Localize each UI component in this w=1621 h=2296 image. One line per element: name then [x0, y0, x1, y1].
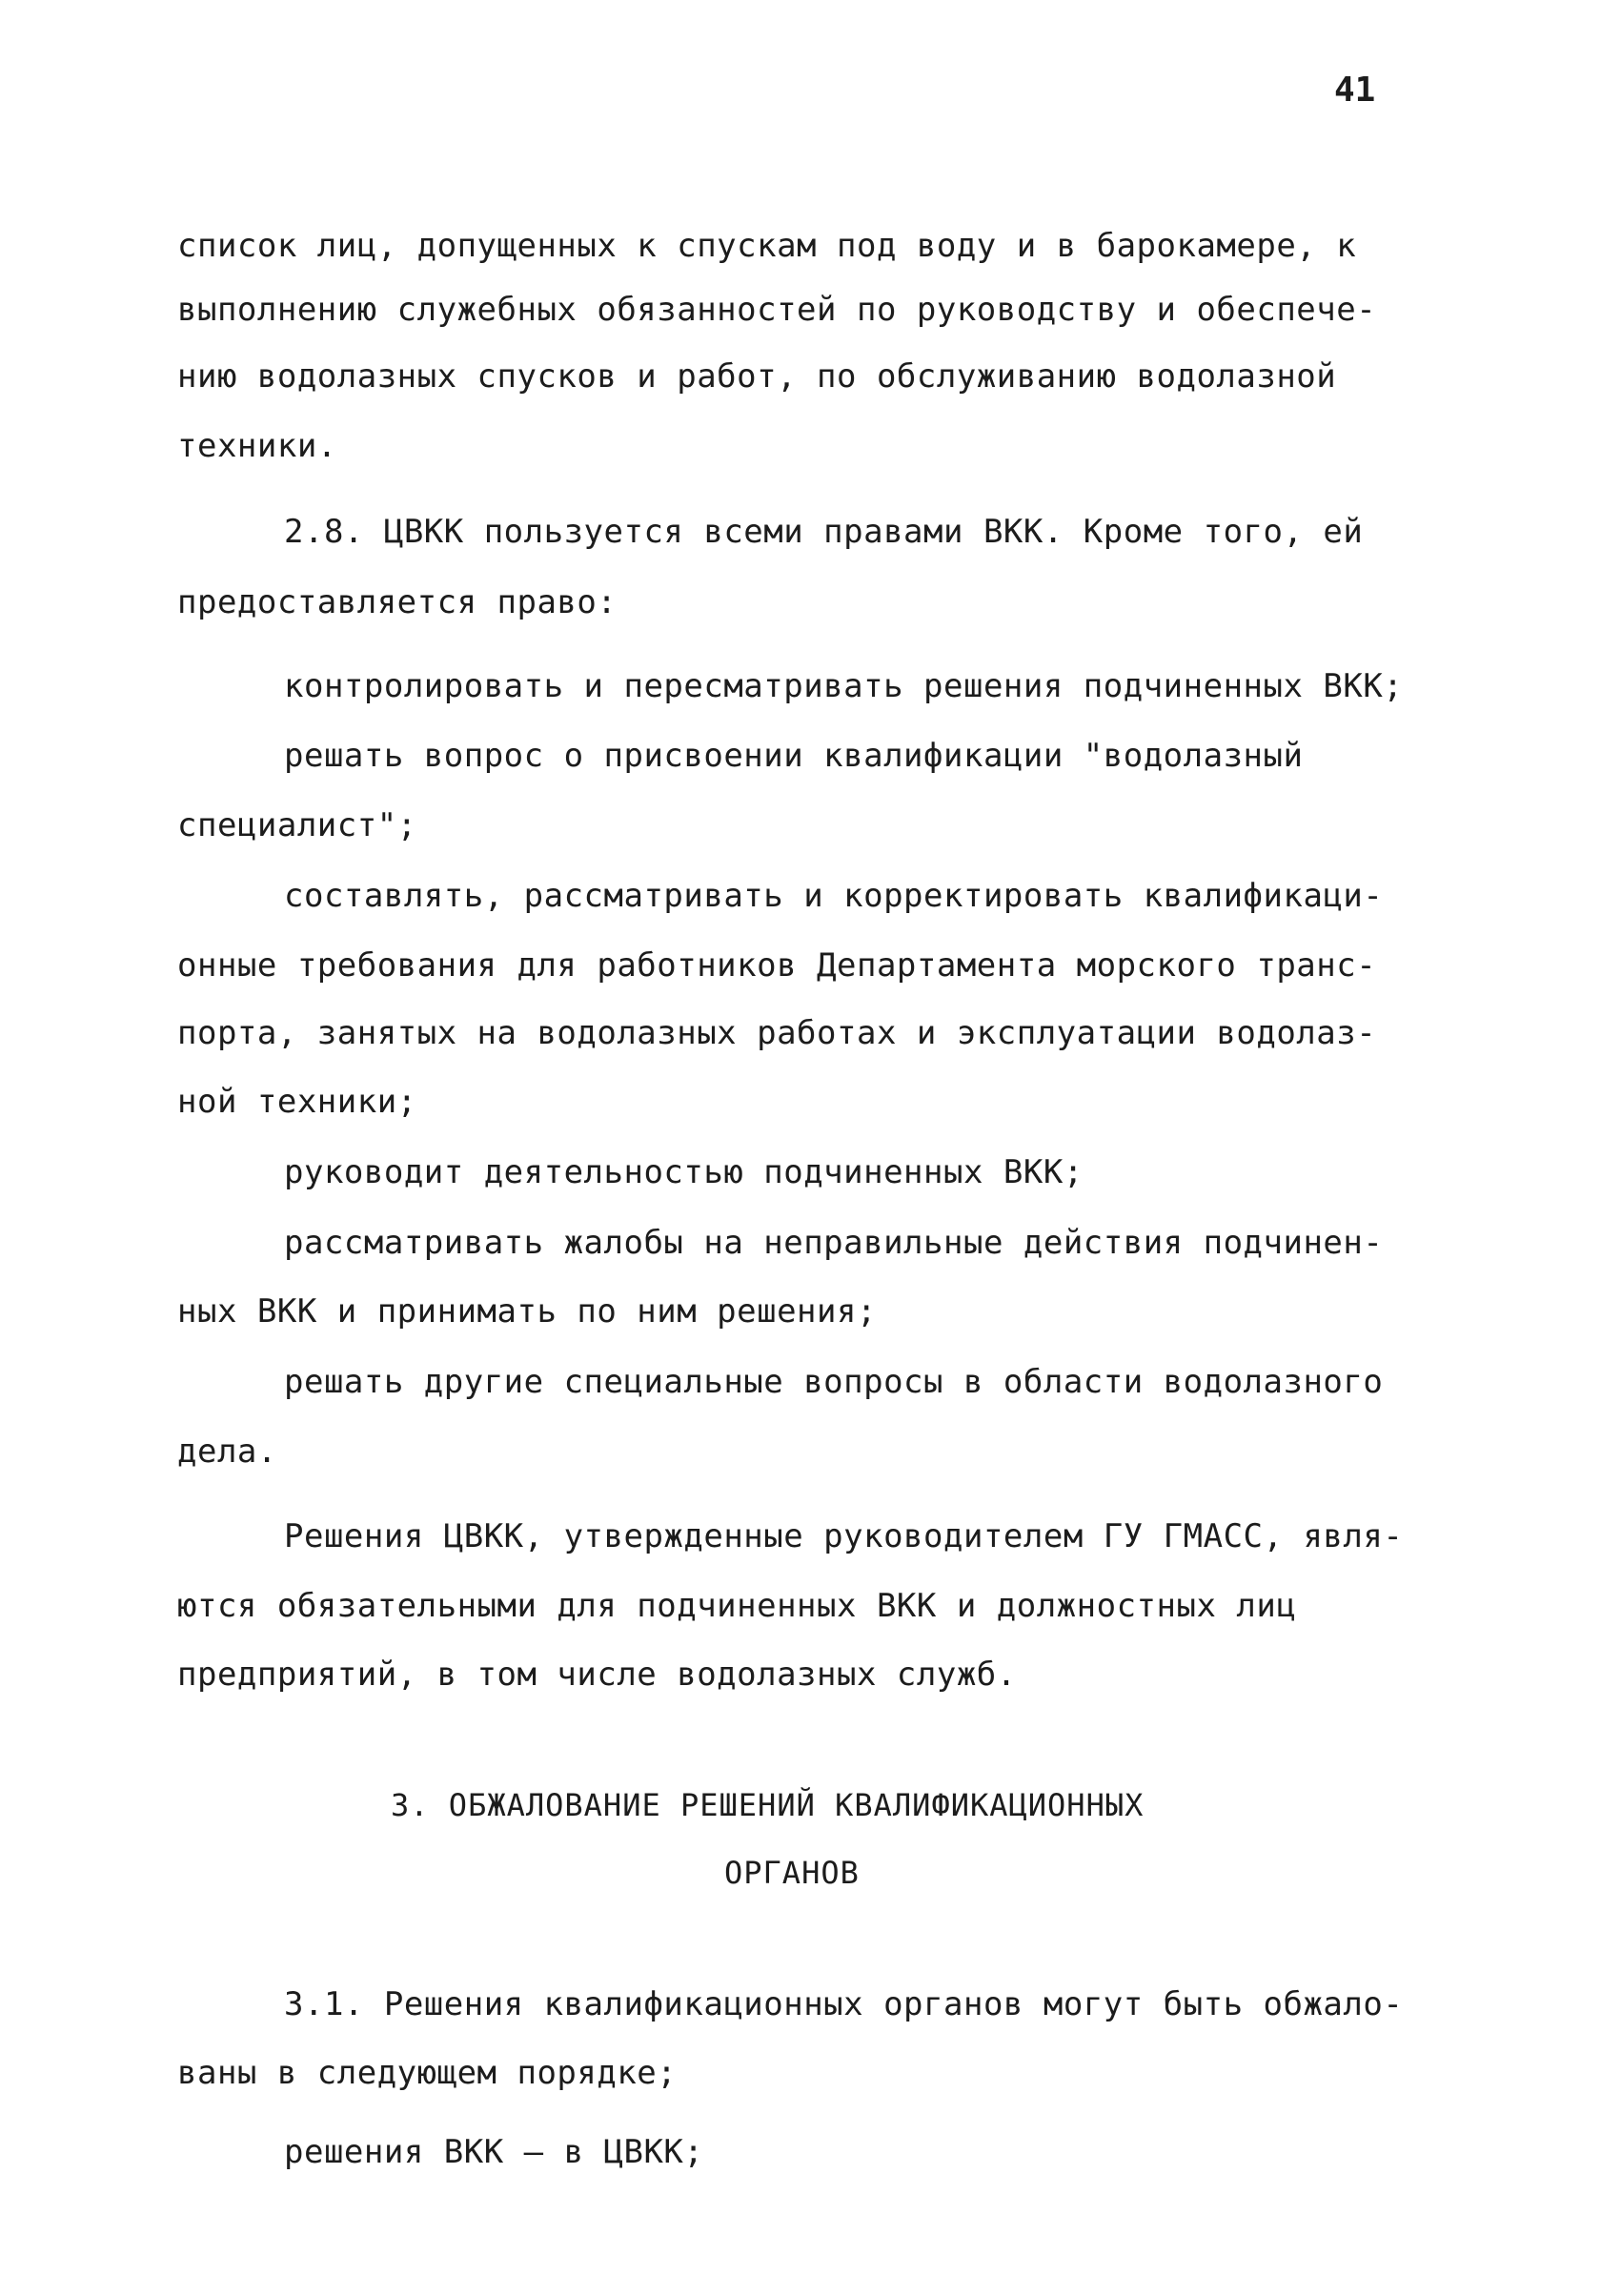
paragraph-line: руководит деятельностью подчиненных ВКК; — [284, 1153, 1084, 1191]
paragraph-line: предприятий, в том числе водолазных служб. — [177, 1656, 1017, 1694]
page-number: 41 — [1334, 71, 1376, 110]
paragraph-line: онные требования для работников Департамента морского транс- — [177, 946, 1377, 985]
paragraph-line: ваны в следующем порядке; — [177, 2054, 678, 2092]
paragraph-line: решать другие специальные вопросы в области водолазного — [284, 1363, 1384, 1401]
section-heading-line-2: ОРГАНОВ — [724, 1855, 860, 1891]
paragraph-line: составлять, рассматривать и корректировать квалификаци- — [284, 877, 1384, 915]
paragraph-line: предоставляется право: — [177, 583, 618, 621]
paragraph-line: выполнению служебных обязанностей по руководству и обеспече- — [177, 291, 1377, 329]
paragraph-line: список лиц, допущенных к спускам под воду и в барокамере, к — [177, 227, 1357, 265]
paragraph-line: ются обязательными для подчиненных ВКК и должностных лиц — [177, 1587, 1297, 1625]
paragraph-line: Решения ЦВКК, утвержденные руководителем ГУ ГМАСС, явля- — [284, 1517, 1404, 1555]
paragraph-line: техники. — [177, 427, 337, 465]
paragraph-line: 3.1. Решения квалификационных органов могут быть обжало- — [284, 1985, 1404, 2023]
paragraph-line: решения ВКК — в ЦВКК; — [284, 2133, 704, 2171]
paragraph-line: 2.8. ЦВКК пользуется всеми правами ВКК. Кроме того, ей — [284, 513, 1364, 551]
paragraph-line: ных ВКК и принимать по ним решения; — [177, 1292, 877, 1331]
paragraph-line: специалист"; — [177, 806, 417, 844]
paragraph-line: решать вопрос о присвоении квалификации "водолазный — [284, 737, 1304, 775]
section-heading-line-1: 3. ОБЖАЛОВАНИЕ РЕШЕНИЙ КВАЛИФИКАЦИОННЫХ — [391, 1787, 1145, 1823]
paragraph-line: нию водолазных спусков и работ, по обслуживанию водолазной — [177, 357, 1337, 396]
paragraph-line: ной техники; — [177, 1083, 417, 1121]
paragraph-line: дела. — [177, 1432, 277, 1471]
paragraph-line: рассматривать жалобы на неправильные действия подчинен- — [284, 1224, 1384, 1262]
paragraph-line: порта, занятых на водолазных работах и эксплуатации водолаз- — [177, 1014, 1377, 1052]
paragraph-line: контролировать и пересматривать решения подчиненных ВКК; — [284, 667, 1404, 705]
